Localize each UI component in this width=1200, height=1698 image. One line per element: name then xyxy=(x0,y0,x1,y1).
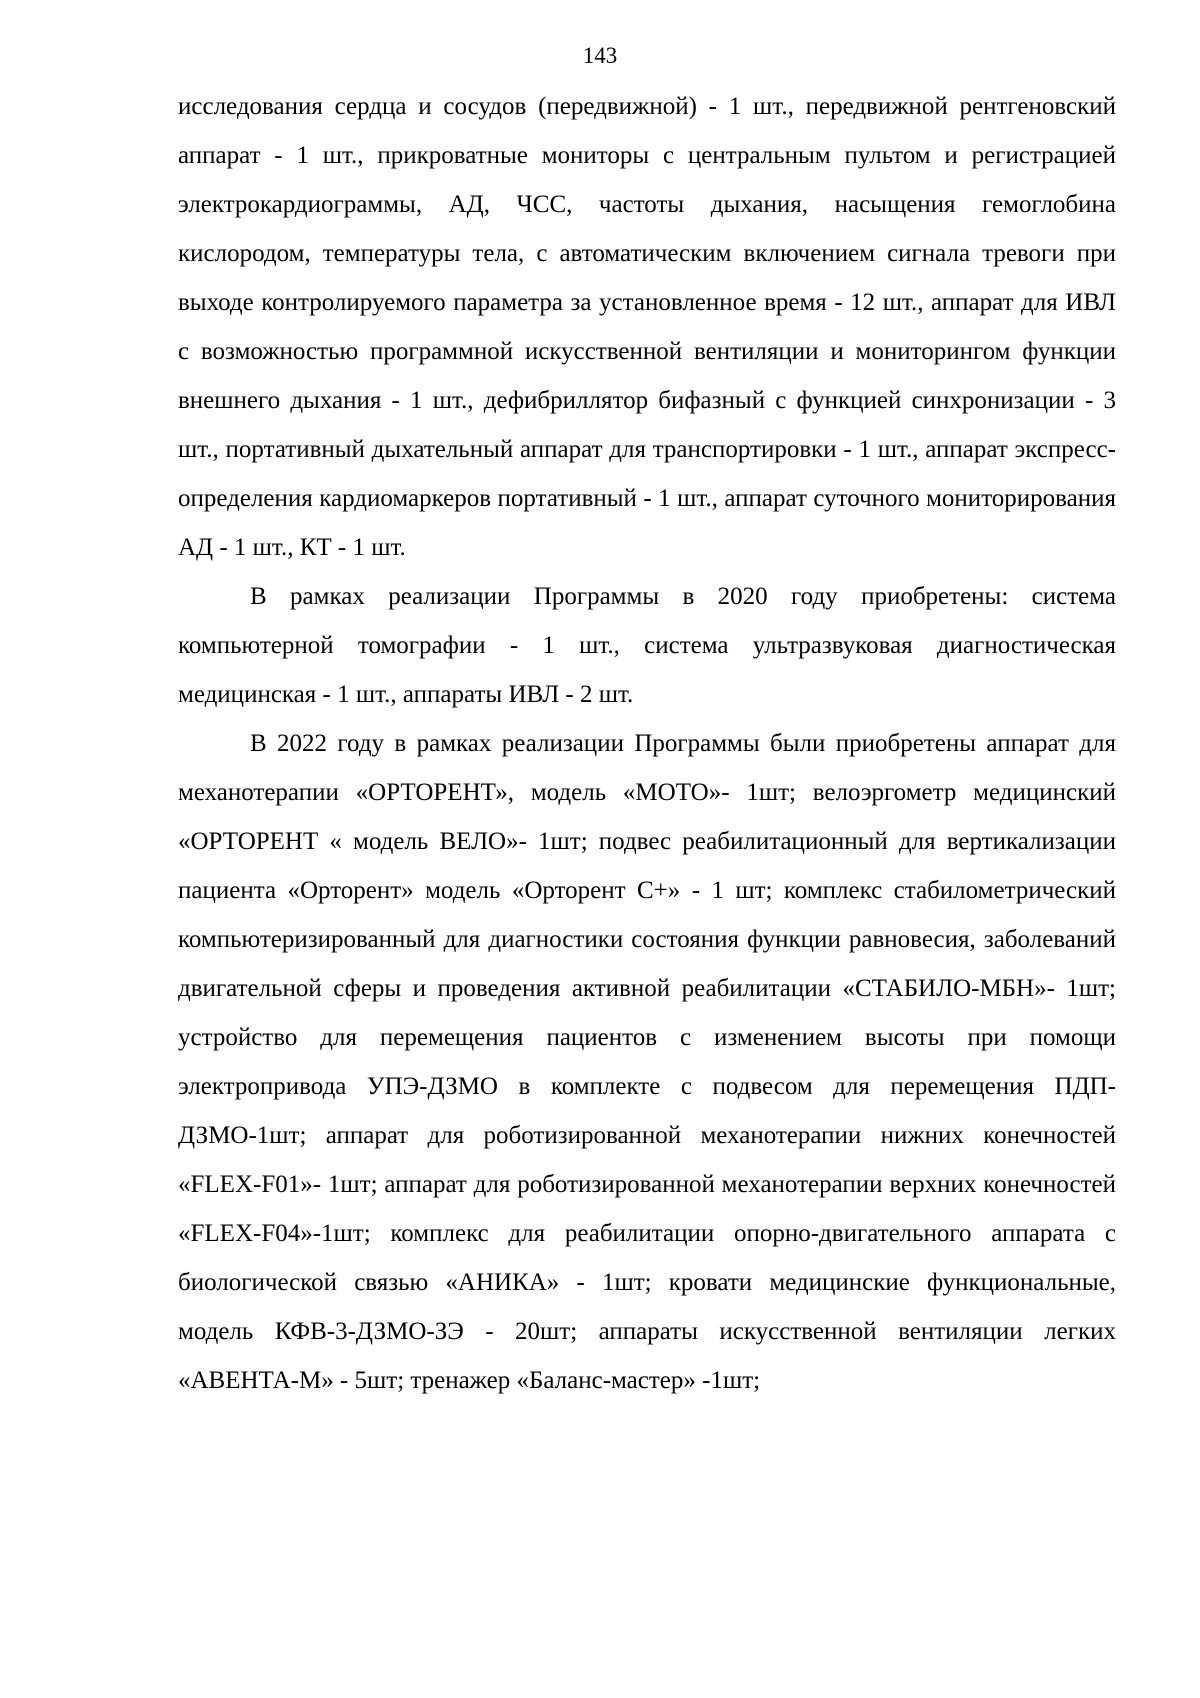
paragraph-2020-purchases: В рамках реализации Программы в 2020 году приобретены: система компьютерной томографии - 1 шт., система ультразвуковая диагностическая медицинская - 1 шт., аппараты ИВЛ - 2 шт. xyxy=(178,583,1116,708)
page-number: 143 xyxy=(582,43,618,68)
paragraph-equipment-list: исследования сердца и сосудов (передвижной) - 1 шт., передвижной рентгеновский аппарат - 1 шт., прикроватные мониторы с центральным пультом и регистрацией электрокардиограммы, АД, ЧСС, частоты дыхания, насыщения гемоглобина кислородом, температуры тела, с автоматическим включением сигнала тревоги при выходе контролируемого параметра за установленное время - 12 шт., аппарат для ИВЛ с возможностью программной искусственной вентиляции и мониторингом функции внешнего дыхания - 1 шт., дефибриллятор бифазный с функцией синхронизации - 3 шт., портативный дыхательный аппарат для транспортировки - 1 шт., аппарат экспресс-определения кардиомаркеров портативный - 1 шт., аппарат суточного мониторирования АД - 1 шт., КТ - 1 шт. xyxy=(178,93,1116,561)
paragraph-2022-purchases: В 2022 году в рамках реализации Программы были приобретены аппарат для механотерапии «ОРТОРЕНТ», модель «МОТО»- 1шт; велоэргометр медицинский «ОРТОРЕНТ « модель ВЕЛО»- 1шт; подвес реабилитационный для вертикализации пациента «Орторент» модель «Орторент С+» - 1 шт; комплекс стабилометрический компьютеризированный для диагностики состояния функции равновесия, заболеваний двигательной сферы и проведения активной реабилитации «СТАБИЛО-МБН»- 1шт; устройство для перемещения пациентов с изменением высоты при помощи электропривода УПЭ-ДЗМО в комплекте с подвесом для перемещения ПДП-ДЗМО-1шт; аппарат для роботизированной механотерапии нижних конечностей «FLEX-F01»- 1шт; аппарат для роботизированной механотерапии верхних конечностей «FLEX-F04»-1шт; комплекс для реабилитации опорно-двигательного аппарата с биологической связью «АНИКА» - 1шт; кровати медицинские функциональные, модель КФВ-3-ДЗМО-ЗЭ - 20шт; аппараты искусственной вентиляции легких «АВЕНТА-М» - 5шт; тренажер «Баланс-мастер» -1шт; xyxy=(178,730,1116,1394)
document-body xyxy=(178,82,1116,1405)
